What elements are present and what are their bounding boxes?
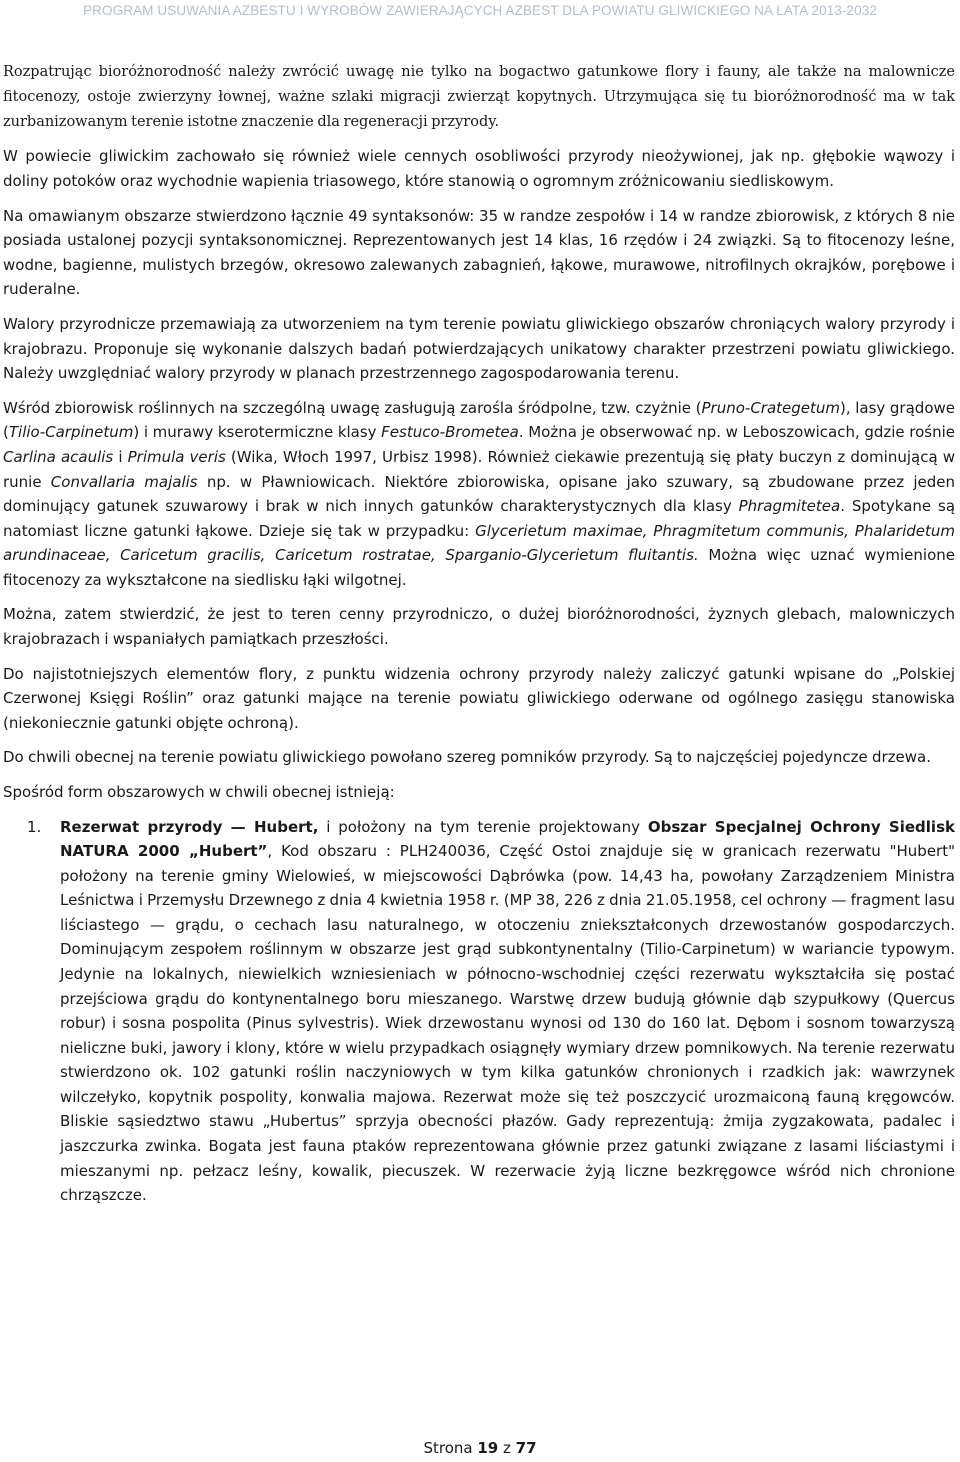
document-body — [3, 60, 955, 1208]
paragraph-natural-values: Walory przyrodnicze przemawiają za utworzeniem na tym terenie powiatu gliwickiego obszarów chroniących walory przyrody i krajobrazu. Proponuje się wykonanie dalszych badań potwierdzających unikatowy charakter przestrzeni powiatu gliwickiego. Należy uwzględniać walory przyrody w planach przestrzennego zagospodarowania terenu. — [3, 314, 955, 383]
list-item — [3, 815, 955, 1208]
paragraph-syntaxa: Na omawianym obszarze stwierdzono łącznie 49 syntaksonów: 35 w randze zespołów i 14 w randze zbiorowisk, z których 8 nie posiada ustalonej pozycji syntaksonomicznej. Reprezentowanych jest 14 klas, 16 rzędów i 24 związki. Są to fitocenozy leśne, wodne, bagienne, mulistych brzegów, okresowo zalewanych zabagnień, łąkowe, murawowe, nitrofilnych okrajków, porębowe i ruderalne. — [3, 206, 955, 299]
running-header: PROGRAM USUWANIA AZBESTU I WYROBÓW ZAWIERAJĄCYCH AZBEST DLA POWIATU GLIWICKIEGO NA LATA 2013-2032 — [83, 3, 877, 18]
paragraph-red-book: Do najistotniejszych elementów flory, z punktu widzenia ochrony przyrody należy zaliczyć gatunki wpisane do „Polskiej Czerwonej Księgi Roślin” oraz gatunki mające na terenie powiatu gliwickiego oderwane od ogólnego zasięgu stanowiska (niekoniecznie gatunki objęte ochroną). — [3, 664, 955, 732]
list-marker: 1. — [27, 817, 42, 836]
paragraph-area-forms-intro: Spośród form obszarowych w chwili obecnej istnieją: — [3, 783, 395, 802]
paragraph-nature-monuments: Do chwili obecnej na terenie powiatu gliwickiego powołano szereg pomników przyrody. Są to najczęściej pojedyncze drzewa. — [3, 748, 931, 767]
list-item-text: Rezerwat przyrody — Hubert, i położony na tym terenie projektowany Obszar Specjalnej Ochrony Siedlisk NATURA 2000 „Hubert”, Kod obszaru : PLH240036, Część Ostoi znajduje się w granicach rezerwatu "Hubert" położony na terenie gminy Wielowieś, w miejscowości Dąbrówka (pow. 14,43 ha, powołany Zarządzeniem Ministra Leśnictwa i Przemysłu Drzewnego z dnia 4 kwietnia 1958 r. (MP 38, 226 z dnia 21.05.1958, cel ochrony — fragment lasu liściastego — grądu, o cechach lasu naturalnego, w otoczeniu zniekształconych drzewostanów gospodarczych. Dominującym zespołem roślinnym w obszarze jest grąd subkontynentalny (Tilio-Carpinetum) w wariancie typowym. Jedynie na lokalnych, niewielkich wzniesieniach w północno-wschodniej części rezerwatu wykształciła się postać przejściowa grądu do kontynentalnego boru mieszanego. Warstwę drzew budują głównie dąb szypułkowy (Quercus robur) i sosna pospolita (Pinus sylvestris). Wiek drzewostanu wynosi od 130 do 160 lat. Dębom i sosnom towarzyszą nieliczne buki, jawory i klony, które w wielu przypadkach osiągnęły wymiary drzew pomnikowych. Na terenie rezerwatu stwierdzono ok. 102 gatunki roślin naczyniowych w tym kilka gatunków chronionych i rzadkich jak: wawrzynek wilczełyko, kopytnik pospolity, konwalia majowa. Rezerwat może się też poszczycić urozmaiconą fauną kręgowców. Bliskie sąsiedztwo stawu „Hubertus” sprzyja obecności płazów. Gady reprezentują: żmija zygzakowata, padalec i jaszczurka zwinka. Bogata jest fauna ptaków reprezentowana głównie przez gatunki związane z lasami liściastymi i mieszanymi np. pełzacz leśny, kowalik, piecuszek. W rezerwacie żyją liczne bezkręgowce wśród nich chronione chrząszcze. — [60, 817, 955, 1205]
paragraph-inanimate-nature: W powiecie gliwickim zachowało się również wiele cennych osobliwości przyrody nieożywionej, jak np. głębokie wąwozy i doliny potoków oraz wychodnie wapienia triasowego, które stanowią o ogromnym zróżnicowaniu siedliskowym. — [3, 147, 955, 190]
paragraph-plant-communities: Wśród zbiorowisk roślinnych na szczególną uwagę zasługują zarośla śródpolne, tzw. czyżnie (Pruno-Crategetum), lasy grądowe (Tilio-Carpinetum) i murawy kserotermiczne klasy Festuco-Brometea. Można je obserwować np. w Leboszowicach, gdzie rośnie Carlina acaulis i Primula veris (Wika, Włoch 1997, Urbisz 1998). Również ciekawie prezentują się płaty buczyn z dominującą w runie Convallaria majalis np. w Pławniowicach. Niektóre zbiorowiska, opisane jako szuwary, są zbudowane przez jeden dominujący gatunek szuwarowy i brak w nich innych gatunków charakterystycznych dla klasy Phragmitetea. Spotykane są natomiast liczne gatunki łąkowe. Dzieje się tak w przypadku: Glycerietum maximae, Phragmitetum communis, Phalaridetum arundinaceae, Caricetum gracilis, Caricetum rostratae, Sparganio-Glycerietum fluitantis. Można więc uznać wymienione fitocenozy za wykształcone na siedlisku łąki wilgotnej. — [3, 398, 956, 589]
paragraph-biodiversity: Rozpatrując bioróżnorodność należy zwrócić uwagę nie tylko na bogactwo gatunkowe flory i fauny, ale także na malownicze fitocenozy, ostoje zwierzyny łownej, ważne szlaki migracji zwierząt kopytnych. Utrzymująca się tu bioróżnorodność ma w tak zurbanizowanym terenie istotne znaczenie dla regeneracji przyrody. — [3, 64, 955, 130]
protected-areas-list — [3, 815, 955, 1208]
paragraph-valuable-area: Można, zatem stwierdzić, że jest to teren cenny przyrodniczo, o dużej bioróżnorodności, żyznych glebach, malowniczych krajobrazach i wspaniałych pamiątkach przeszłości. — [3, 605, 955, 649]
page-number: Strona 19 z 77 — [423, 1439, 537, 1457]
